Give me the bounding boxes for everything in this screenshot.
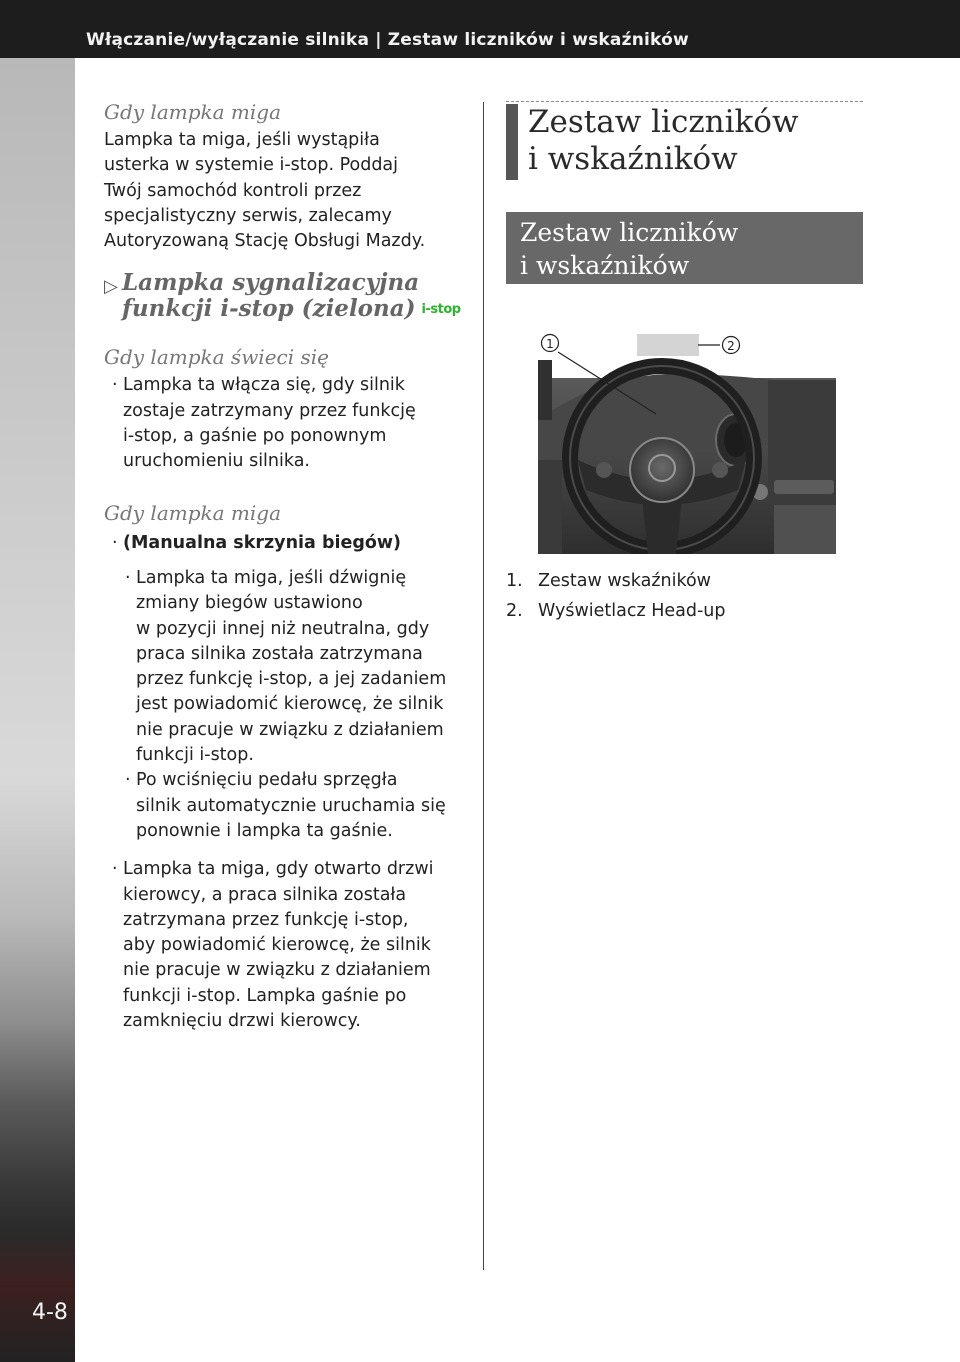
list-item <box>506 596 863 626</box>
text-line: i-stop, a gaśnie po ponownym <box>123 426 387 447</box>
text-line: zatrzymana przez funkcję i-stop, <box>123 909 409 930</box>
hud-area-marker <box>637 334 699 356</box>
section-box-line2: i wskaźników <box>520 251 690 280</box>
text-line: usterka w systemie i-stop. Poddaj <box>104 155 399 176</box>
list-item-text: Wyświetlacz Head-up <box>538 601 726 621</box>
text-line: aby powiadomić kierowcę, że silnik <box>123 935 431 956</box>
section-title-line2: funkcji i-stop (zielona) <box>122 295 416 323</box>
sub-heading-manual: (Manualna skrzynia biegów) <box>123 532 402 553</box>
section-title-box <box>506 212 863 284</box>
text-line: kierowcy, a praca silnika została <box>123 884 407 905</box>
dashed-rule <box>506 101 863 102</box>
bullet-dot: · <box>112 859 118 880</box>
bullet-item <box>104 857 464 1034</box>
header-title: Włączanie/wyłączanie silnika | Zestaw liczników i wskaźników <box>86 30 689 50</box>
paragraph-block1 <box>104 128 464 254</box>
istop-icon: i-stop <box>421 302 461 318</box>
left-column <box>104 100 464 1034</box>
text-line: specjalistyczny serwis, zalecamy <box>104 205 392 226</box>
heading-gdy-lampka-miga: Gdy lampka miga <box>104 100 282 124</box>
bullet-dot: · <box>112 532 118 553</box>
chapter-title-line2: i wskaźników <box>528 141 738 177</box>
text-line: jest powiadomić kierowcę, że silnik <box>136 694 444 715</box>
text-line: nie pracuje w związku z działaniem <box>136 719 444 740</box>
column-divider <box>483 102 484 1270</box>
bullet-dot: · <box>125 567 131 588</box>
text-line: Lampka ta miga, gdy otwarto drzwi <box>123 859 434 880</box>
list-item-text: Zestaw wskaźników <box>538 571 711 591</box>
text-line: silnik automatycznie uruchamia się <box>136 795 446 816</box>
bullet-item <box>104 531 464 556</box>
text-line: przez funkcję i-stop, a jej zadaniem <box>136 669 447 690</box>
bullet-item <box>104 373 464 474</box>
sidebar-photo-strip <box>0 58 75 1362</box>
text-line: Po wciśnięciu pedału sprzęgła <box>136 770 398 791</box>
chapter-title <box>506 104 863 180</box>
callout-2-label: 2 <box>727 339 735 353</box>
text-line: w pozycji innej niż neutralna, gdy <box>136 618 430 639</box>
header-bar <box>0 0 960 58</box>
bullet-dot: · <box>125 770 131 791</box>
text-line: Lampka ta włącza się, gdy silnik <box>123 375 405 396</box>
list-item <box>506 566 863 596</box>
callout-1-label: 1 <box>546 337 554 351</box>
list-item-number: 1. <box>506 571 523 591</box>
text-line: funkcji i-stop. Lampka gaśnie po <box>123 985 407 1006</box>
section-title-istop <box>104 270 464 323</box>
text-line: nie pracuje w związku z działaniem <box>123 960 431 981</box>
figure-legend-list <box>506 566 863 626</box>
text-line: Lampka ta miga, jeśli wystąpiła <box>104 130 380 150</box>
text-line: ponownie i lampka ta gaśnie. <box>136 820 393 841</box>
chapter-title-line1: Zestaw liczników <box>528 104 799 140</box>
section-marker-icon: ▷ <box>104 276 118 298</box>
text-line: Lampka ta miga, jeśli dźwignię <box>136 567 407 588</box>
text-line: Twój samochód kontroli przez <box>104 180 362 201</box>
text-line: funkcji i-stop. <box>136 745 254 766</box>
text-line: Autoryzowaną Stację Obsługi Mazdy. <box>104 231 426 252</box>
sub-bullet-item <box>104 566 464 768</box>
heading-gdy-lampka-miga-2: Gdy lampka miga <box>104 500 282 525</box>
text-line: praca silnika została zatrzymana <box>136 643 423 664</box>
bullet-dot: · <box>112 375 118 396</box>
text-line: zmiany biegów ustawiono <box>136 593 363 614</box>
text-line: zostaje zatrzymany przez funkcję <box>123 400 416 421</box>
text-line: zamknięciu drzwi kierowcy. <box>123 1011 361 1032</box>
heading-gdy-lampka-swieci: Gdy lampka świeci się <box>104 345 329 370</box>
section-box-line1: Zestaw liczników <box>520 218 739 247</box>
dashboard-figure-svg <box>538 330 836 554</box>
page-number: 4-8 <box>32 1300 68 1325</box>
list-item-number: 2. <box>506 601 523 621</box>
section-title-line1: Lampka sygnalizacyjna <box>122 269 420 297</box>
dashboard-illustration <box>538 330 836 554</box>
text-line: uruchomieniu silnika. <box>123 451 310 472</box>
sub-bullet-item <box>104 768 464 844</box>
